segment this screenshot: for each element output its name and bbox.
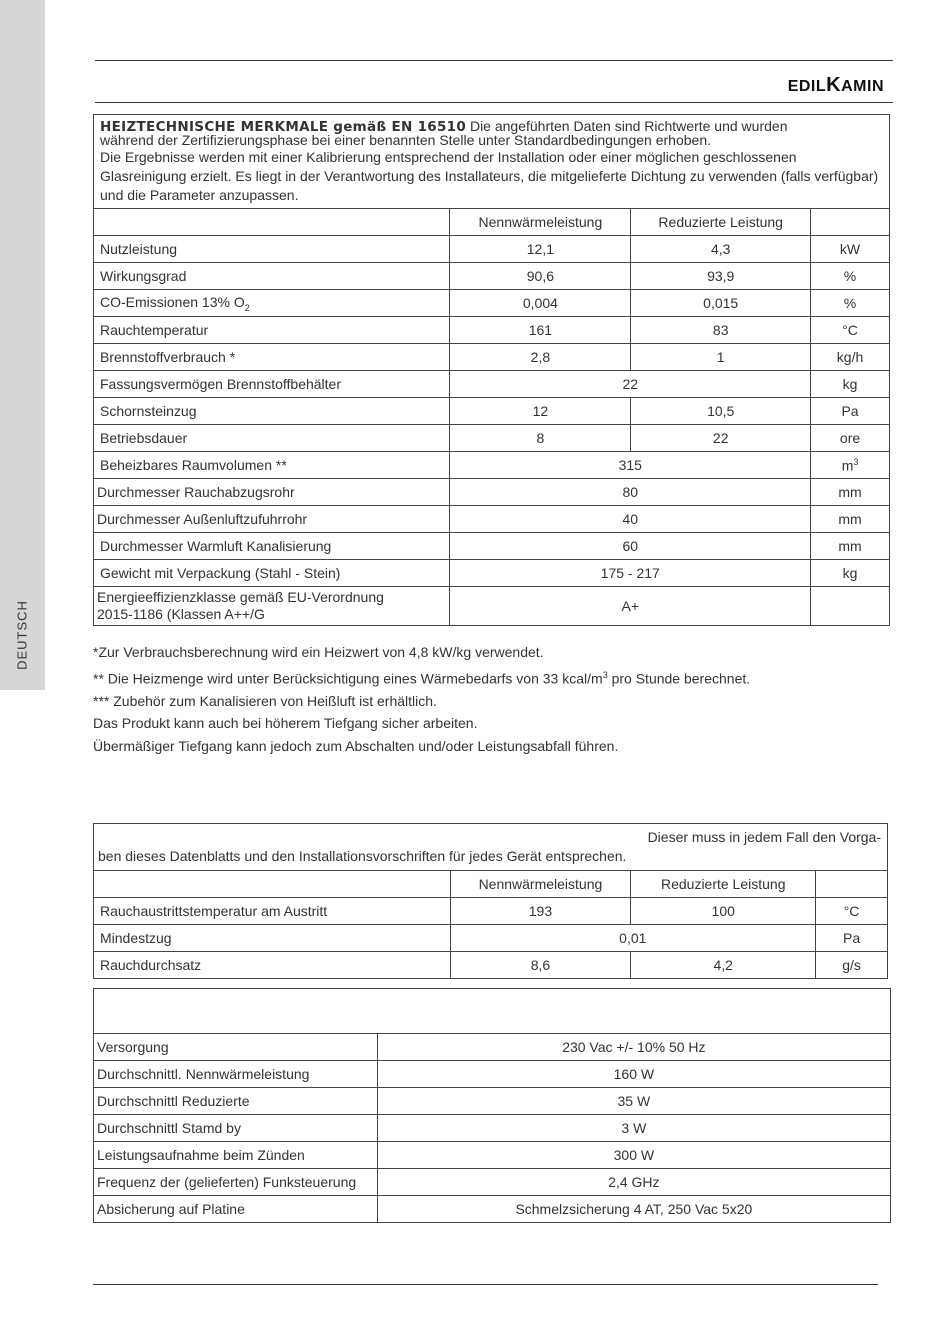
bottom-rule	[93, 1284, 878, 1285]
table-row: Durchschnittl Reduzierte 35 W	[94, 1088, 891, 1115]
top-rule	[95, 60, 893, 61]
table-row: Energieeffizienzklasse gemäß EU-Verordnung 2015-1186 (Klassen A++/G A+	[94, 587, 890, 626]
table-row: Fassungsvermögen Brennstoffbehälter 22 kg	[94, 371, 890, 398]
flue-data-table: Dieser muss in jedem Fall den Vorga- ben dieses Datenblatts und den Installationsvorschriften für jedes Gerät entsprechen. Nennwärmeleistung Reduzierte Leistung Rauchaustrittstemperatur am Austritt 193 100 °C Mindestzug 0,01 Pa Rauchdurchsatz 8,6 4,2 g/s	[93, 823, 888, 979]
table-row: Absicherung auf Platine Schmelzsicherung 4 AT, 250 Vac 5x20	[94, 1196, 891, 1223]
table-row: Rauchtemperatur 161 83 °C	[94, 317, 890, 344]
table-row: Durchmesser Außenluftzufuhrrohr 40 mm	[94, 506, 890, 533]
table-row: Rauchaustrittstemperatur am Austritt 193 100 °C	[94, 898, 888, 925]
table3-header-empty	[94, 989, 891, 1034]
table-row: Mindestzug 0,01 Pa	[94, 925, 888, 952]
table1-title: HEIZTECHNISCHE MERKMALE gemäß EN 16510	[100, 119, 467, 135]
table-row: Betriebsdauer 8 22 ore	[94, 425, 890, 452]
table1-description: HEIZTECHNISCHE MERKMALE gemäß EN 16510 Die angeführten Daten sind Richtwerte und wurden während der Zertifizierungsphase bei einer benannten Stelle unter Standardbedingungen erhoben. Die Ergebnisse werden mit einer Kalibrierung entsprechend der Installation oder einer möglichen geschlossenen Glasreinigung erzielt. Es liegt in der Verantwortung des Installateurs, die mitgelieferte Dichtung zu verwenden (falls verfügbar) und die Parameter anzupassen.	[94, 115, 890, 209]
language-label: DEUTSCH	[14, 600, 30, 670]
table-row: Durchmesser Warmluft Kanalisierung 60 mm	[94, 533, 890, 560]
table-row: CO-Emissionen 13% $O_2$ 0,004 0,015 %	[94, 290, 890, 317]
table-row: Durchmesser Rauchabzugsrohr 80 mm	[94, 479, 890, 506]
table-row: Nutzleistung 12,1 4,3 kW	[94, 236, 890, 263]
header-rule	[95, 102, 893, 103]
volume-unit: $m^3$	[811, 452, 890, 479]
co-emissions-label: CO-Emissionen 13% $O_2$	[94, 290, 450, 317]
col-reduced-header: Reduzierte Leistung	[631, 209, 811, 236]
table-row: Schornsteinzug 12 10,5 Pa	[94, 398, 890, 425]
table-row: Gewicht mit Verpackung (Stahl - Stein) 175 - 217 kg	[94, 560, 890, 587]
table2-description: Dieser muss in jedem Fall den Vorga- ben dieses Datenblatts und den Installationsvorschriften für jedes Gerät entsprechen.	[94, 824, 888, 871]
empty-header-cell	[94, 209, 450, 236]
language-side-tab	[0, 0, 45, 690]
table-row: Beheizbares Raumvolumen ** 315 $m^3$	[94, 452, 890, 479]
col-nominal-header: Nennwärmeleistung	[450, 209, 631, 236]
table-row: Wirkungsgrad 90,6 93,9 %	[94, 263, 890, 290]
table-row: Durchschnittl Stamd by 3 W	[94, 1115, 891, 1142]
empty-unit-header	[811, 209, 890, 236]
brand-logo: EDILKAMIN	[787, 74, 884, 96]
electrical-data-table	[93, 988, 891, 1223]
table-row: Brennstoffverbrauch * 2,8 1 kg/h	[94, 344, 890, 371]
table-row: Leistungsaufnahme beim Zünden 300 W	[94, 1142, 891, 1169]
table-row: Rauchdurchsatz 8,6 4,2 g/s	[94, 952, 888, 979]
heating-characteristics-table	[93, 114, 890, 626]
table-row: Versorgung 230 Vac +/- 10% 50 Hz	[94, 1034, 891, 1061]
table-row: Durchschnittl. Nennwärmeleistung 160 W	[94, 1061, 891, 1088]
table-row: Frequenz der (gelieferten) Funksteuerung 2,4 GHz	[94, 1169, 891, 1196]
footnotes: *Zur Verbrauchsberechnung wird ein Heizwert von 4,8 kW/kg verwendet. ** Die Heizmenge wird unter Berücksichtigung eines Wärmebedarfs von 33 kcal/$m^3$ pro Stunde berechnet. *** Zubehör zum Kanalisieren von Heißluft ist erhältlich. Das Produkt kann auch bei höherem Tiefgang sicher arbeiten. Übermäßiger Tiefgang kann jedoch zum Abschalten und/oder Leistungsabfall führen.	[93, 644, 751, 754]
